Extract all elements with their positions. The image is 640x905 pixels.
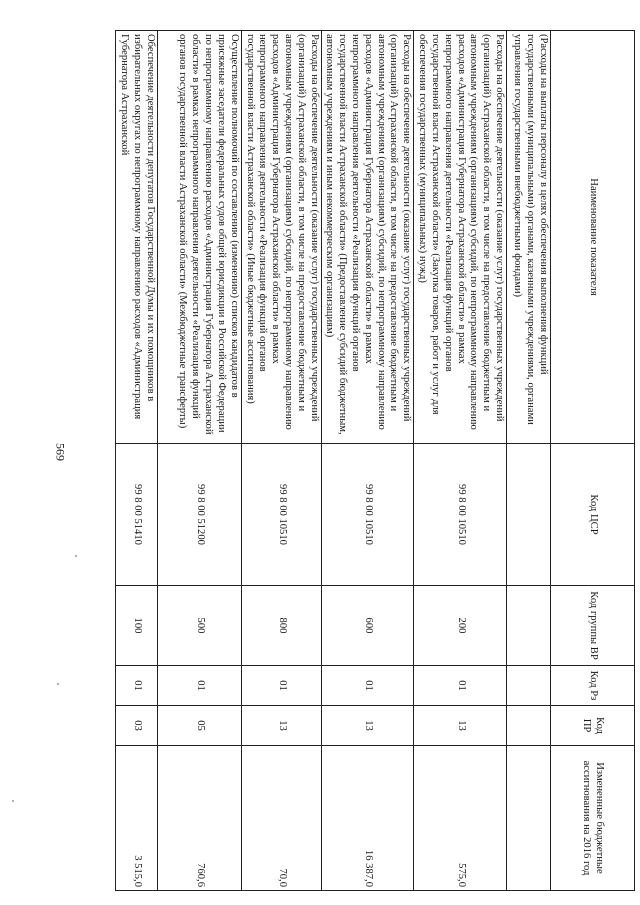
- scan-speck: [57, 683, 59, 685]
- row-csr: 99 8 00 51410: [116, 444, 157, 586]
- page-number: 569: [53, 443, 68, 461]
- budget-table: [115, 30, 635, 891]
- scan-speck: [12, 800, 14, 802]
- row-rz: 01: [116, 666, 157, 706]
- header-row: [551, 31, 635, 891]
- row-name: Расходы на обеспечение деятельности (оказание услуг) государственных учреждений (организаций) Астраханской области, в том числе на предоставление бюджетным и автономным учреждениям (организациям) субсидий, по непрограммному направлению расходов «Администрация Губернатора Астраханской области» в рамках непрограммного направления деятельности «Реализация функций органов государственной власти Астраханской области» (Предоставление субсидий бюджетным, автономным учреждениям и иным некоммерческим организациям): [321, 31, 414, 444]
- row-vr: 200: [414, 586, 507, 666]
- row-csr: [507, 444, 551, 586]
- row-vr: 600: [321, 586, 414, 666]
- row-rz: 01: [241, 666, 321, 706]
- row-vr: 500: [157, 586, 241, 666]
- row-pr: 13: [414, 706, 507, 746]
- row-pr: 05: [157, 706, 241, 746]
- header-rz: Код Рз: [551, 666, 635, 706]
- row-csr: 99 8 00 10510: [321, 444, 414, 586]
- row-amount: 760,6: [157, 746, 241, 891]
- header-csr: Код ЦСР: [551, 444, 635, 586]
- row-rz: [507, 666, 551, 706]
- row-name: Расходы на обеспечение деятельности (оказание услуг) государственных учреждений (организаций) Астраханской области, в том числе на предоставление бюджетным и автономным учреждениям (организациям) субсидий, по непрограммному направлению расходов «Администрация Губернатора Астраханской области» в рамках непрограммного направления деятельности «Реализация функций органов государственной власти Астраханской области» (Иные бюджетные ассигнования): [241, 31, 321, 444]
- row-amount: 16 387,0: [321, 746, 414, 891]
- rotated-page-frame: [119, 30, 635, 890]
- row-vr: 800: [241, 586, 321, 666]
- row-csr: 99 8 00 10510: [241, 444, 321, 586]
- row-rz: 01: [157, 666, 241, 706]
- row-pr: [507, 706, 551, 746]
- row-name: Осуществление полномочий по составлению (изменению) списков кандидатов в присяжные заседатели федеральных судов общей юрисдикции в Российской Федерации по непрограммному направлению расходов «Администрация Губернатора Астраханской области» в рамках непрограммного направления деятельности «Реализация функций органов государственной власти Астраханской области» (Межбюджетные трансферты): [157, 31, 241, 444]
- row-csr: 99 8 00 51200: [157, 444, 241, 586]
- row-amount: 70,0: [241, 746, 321, 891]
- row-amount: 575,0: [414, 746, 507, 891]
- row-pr: 13: [321, 706, 414, 746]
- row-name: Расходы на обеспечение деятельности (оказание услуг) государственных учреждений (организаций) Астраханской области, в том числе на предоставление бюджетным и автономным учреждениям (организациям) субсидий, по непрограммному направлению расходов «Администрация Губернатора Астраханской области» в рамках непрограммного направления деятельности «Реализация функций органов государственной власти Астраханской области» (Закупка товаров, работ и услуг для обеспечения государственных (муниципальных) нужд): [414, 31, 507, 444]
- table-row: [157, 31, 241, 891]
- rotated-content: [119, 30, 635, 890]
- row-pr: 13: [241, 706, 321, 746]
- header-name: Наименование показателя: [551, 31, 635, 444]
- table-row: [116, 31, 157, 891]
- header-vr: Код группы ВР: [551, 586, 635, 666]
- row-name: (Расходы на выплаты персоналу в целях обеспечения выполнения функций государственными (муниципальными) органами, казенными учреждениями, органами управления государственными внебюджетными фондами): [507, 31, 551, 444]
- scan-speck: [75, 555, 77, 557]
- table-row: [414, 31, 507, 891]
- row-amount: [507, 746, 551, 891]
- row-name: Обеспечение деятельности депутатов Государственной Думы и их помощников в избирательных округах по непрограммному направлению расходов «Администрация Губернатора Астраханской: [116, 31, 157, 444]
- row-pr: 03: [116, 706, 157, 746]
- row-vr: 100: [116, 586, 157, 666]
- row-vr: [507, 586, 551, 666]
- table-row: [321, 31, 414, 891]
- table-row: [241, 31, 321, 891]
- row-csr: 99 8 00 10510: [414, 444, 507, 586]
- row-rz: 01: [321, 666, 414, 706]
- header-amount: Измененные бюджетные ассигнования на 2016 год: [551, 746, 635, 891]
- row-rz: 01: [414, 666, 507, 706]
- table-row: [507, 31, 551, 891]
- header-pr: Код ПР: [551, 706, 635, 746]
- row-amount: 3 515,0: [116, 746, 157, 891]
